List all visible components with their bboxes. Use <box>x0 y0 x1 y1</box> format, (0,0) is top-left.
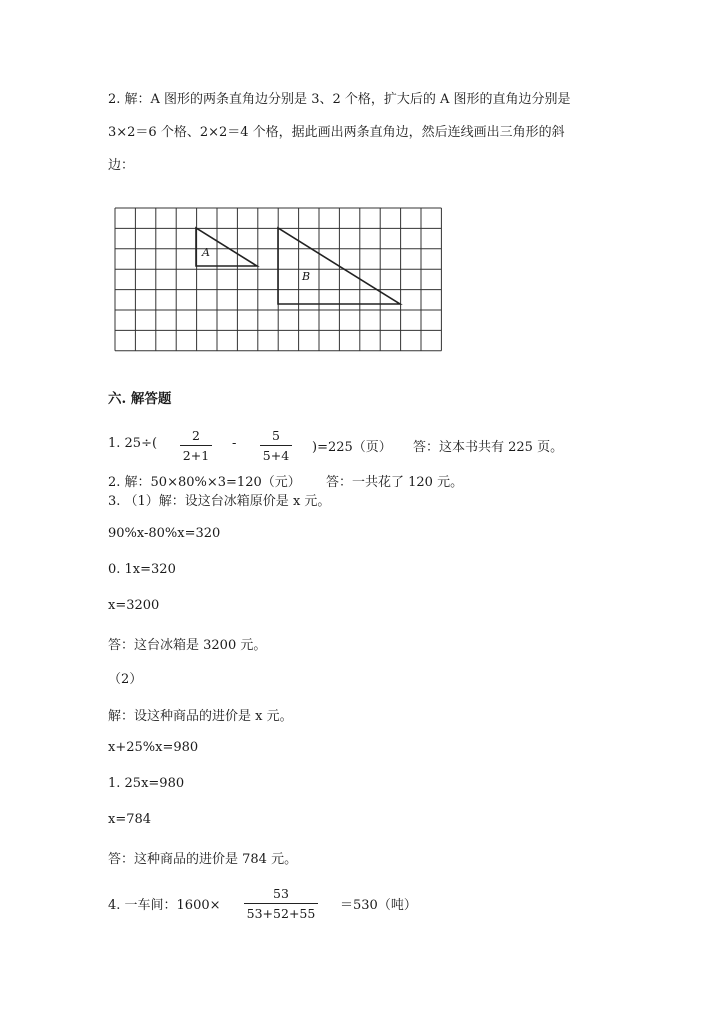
q4-frac-denominator: 53+52+55 <box>246 906 316 921</box>
q3-line-9: 1. 25x=980 <box>108 776 185 791</box>
triangle-a-label: A <box>202 246 210 259</box>
triangle-b-label: B <box>302 270 311 283</box>
q2-answer: 答：一共花了 120 元。 <box>326 475 464 490</box>
q1-fraction-2 <box>260 428 292 463</box>
q3-line-5: 答：这台冰箱是 3200 元。 <box>108 638 267 653</box>
q1-prefix: 1. 25÷( <box>108 436 158 451</box>
q1-frac2-numerator: 5 <box>272 428 280 443</box>
q1-answer: 答：这本书共有 225 页。 <box>413 440 564 455</box>
q4-prefix: 4. 一车间：1600× <box>108 898 221 913</box>
solution-line-1: 2. 解：A 图形的两条直角边分别是 3、2 个格，扩大后的 A 图形的直角边分别是 <box>108 92 571 107</box>
q1-fraction-1 <box>180 428 212 463</box>
q1-frac2-denominator: 5+4 <box>262 448 290 463</box>
q1-frac1-denominator: 2+1 <box>182 448 210 463</box>
q4-suffix: ＝530（吨） <box>340 898 417 913</box>
section-heading: 六. 解答题 <box>108 391 172 407</box>
solution-line-3: 边： <box>108 158 135 173</box>
solution-line-2: 3×2＝6 个格、2×2＝4 个格，据此画出两条直角边，然后连线画出三角形的斜 <box>108 125 565 140</box>
q3-line-1: 3. （1）解：设这台冰箱原价是 x 元。 <box>108 494 331 509</box>
q3-line-10: x=784 <box>108 812 152 827</box>
q4-fraction <box>244 886 318 921</box>
q3-line-4: x=3200 <box>108 598 160 613</box>
q3-line-3: 0. 1x=320 <box>108 562 176 577</box>
q1-minus: - <box>232 436 237 451</box>
q1-frac1-numerator: 2 <box>192 428 200 443</box>
q4-frac-numerator: 53 <box>273 886 289 901</box>
q2-text: 2. 解：50×80%×3=120（元） <box>108 475 301 490</box>
q3-line-2: 90%x-80%x=320 <box>108 526 221 541</box>
q1-suffix: )=225（页） <box>312 440 392 455</box>
q3-line-6: （2） <box>108 672 143 687</box>
q3-line-7: 解：设这种商品的进价是 x 元。 <box>108 709 293 724</box>
q3-line-11: 答：这种商品的进价是 784 元。 <box>108 852 298 867</box>
q3-line-8: x+25%x=980 <box>108 740 199 755</box>
